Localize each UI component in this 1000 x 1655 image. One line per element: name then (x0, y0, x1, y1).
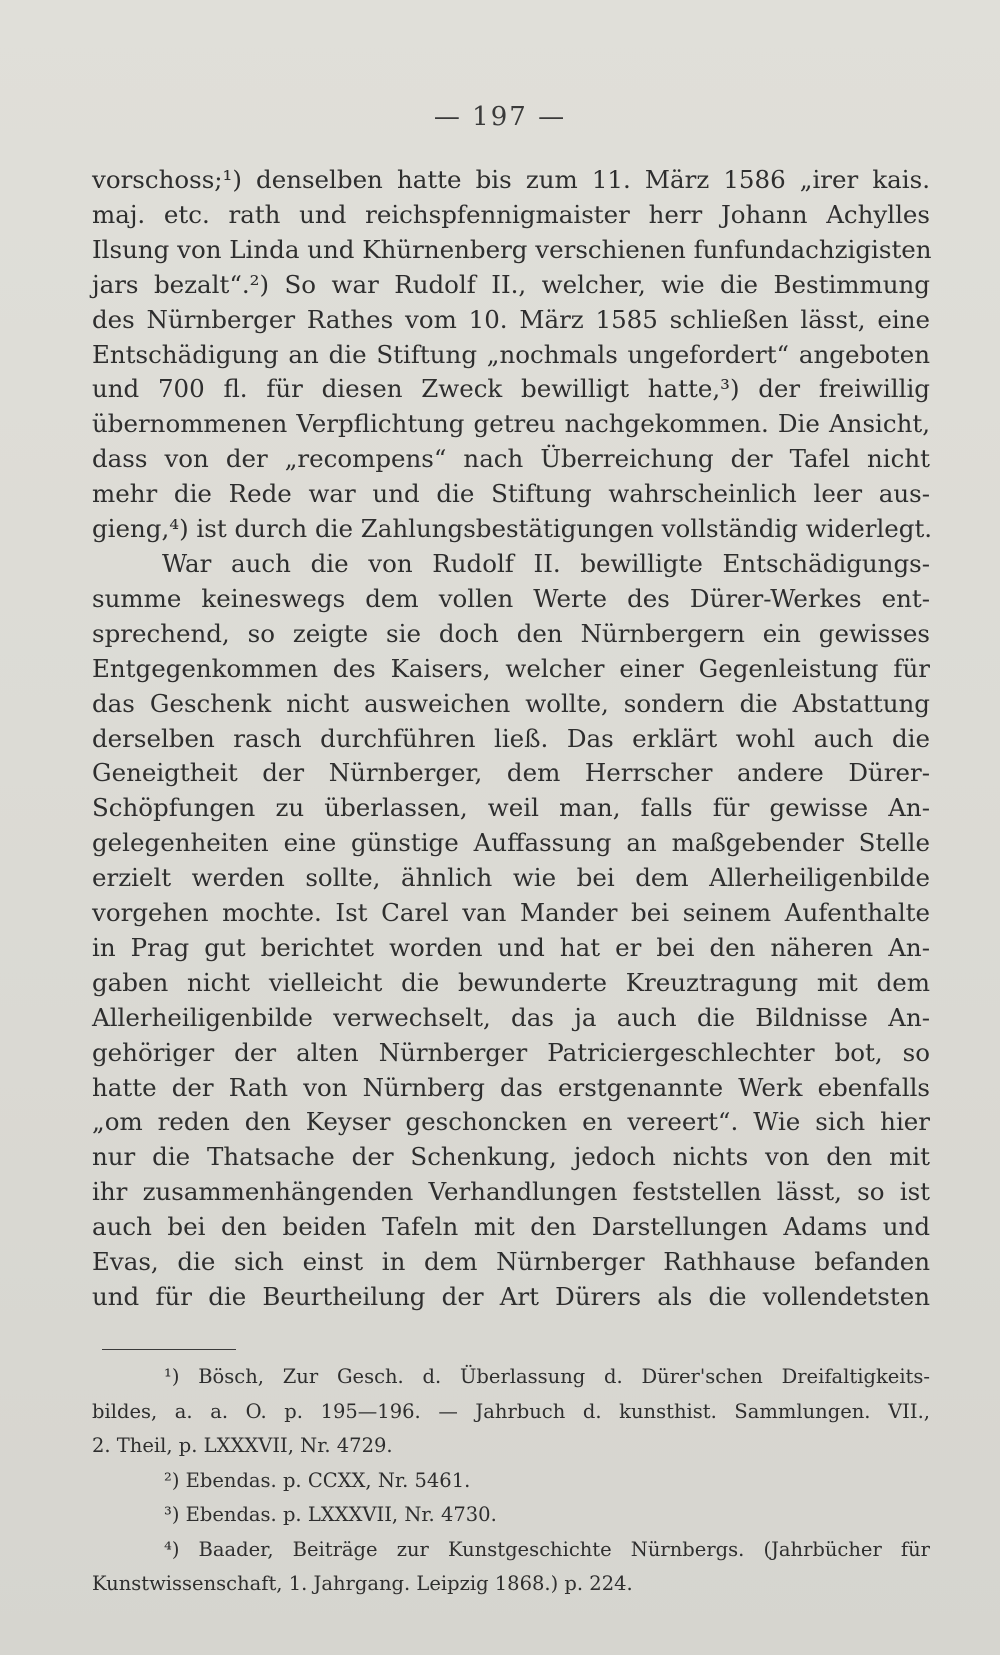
text-line: summe keineswegs dem vollen Werte des Dürer-Werkes ent- (92, 583, 930, 613)
footnote-1-continued: 2. Theil, p. LXXXVII, Nr. 4729. (92, 1434, 393, 1457)
body-text (92, 163, 933, 1315)
text-line: „om reden den Keyser geschoncken en vereert“. Wie sich hier (92, 1107, 930, 1137)
text-line: Evas, die sich einst in dem Nürnberger Rathhause befanden (92, 1247, 930, 1277)
text-line: Schöpfungen zu überlassen, weil man, falls für gewisse An- (92, 793, 930, 823)
footnote-1: ¹) Bösch, Zur Gesch. d. Überlassung d. Dürer'schen Dreifaltigkeits- (164, 1365, 930, 1388)
text-line: maj. etc. rath und reichspfennigmaister herr Johann Achylles (92, 199, 930, 229)
text-line: hatte der Rath von Nürnberg das erstgenannte Werk ebenfalls (92, 1072, 930, 1102)
text-line: übernommenen Verpflichtung getreu nachgekommen. Die Ansicht, (92, 409, 930, 439)
text-line: vorgehen mochte. Ist Carel van Mander bei seinem Aufenthalte (92, 898, 930, 928)
text-line: derselben rasch durchführen ließ. Das erklärt wohl auch die (92, 723, 930, 753)
text-line: und 700 fl. für diesen Zweck bewilligt hatte,³) der freiwillig (92, 374, 930, 404)
text-line: Entgegenkommen des Kaisers, welcher einer Gegenleistung für (92, 653, 930, 683)
text-line: des Nürnberger Rathes vom 10. März 1585 schließen lässt, eine (92, 304, 930, 334)
text-line: in Prag gut berichtet worden und hat er bei den näheren An- (92, 932, 930, 962)
text-line: vorschoss;¹) denselben hatte bis zum 11. März 1586 „irer kais. (92, 165, 930, 194)
footnote-2: ²) Ebendas. p. CCXX, Nr. 5461. (164, 1468, 471, 1492)
text-line: gehöriger der alten Nürnberger Patriciergeschlechter bot, so (92, 1037, 930, 1067)
text-line: nur die Thatsache der Schenkung, jedoch nichts von den mit (92, 1142, 930, 1172)
text-line: gaben nicht vielleicht die bewunderte Kreuztragung mit dem (92, 967, 930, 997)
footnote-3: ³) Ebendas. p. LXXXVII, Nr. 4730. (164, 1503, 497, 1526)
paragraph-first-line: War auch die von Rudolf II. bewilligte Entschädigungs- (162, 548, 930, 578)
footnote-4-continued: Kunstwissenschaft, 1. Jahrgang. Leipzig 1868.) p. 224. (92, 1572, 633, 1595)
text-line: mehr die Rede war und die Stiftung wahrscheinlich leer aus- (92, 479, 930, 509)
footnote-4: ⁴) Baader, Beiträge zur Kunstgeschichte Nürnbergs. (Jahrbücher für (164, 1537, 930, 1561)
footnote-divider (102, 1349, 236, 1350)
footnotes (92, 1360, 930, 1602)
text-line: jars bezalt“.²) So war Rudolf II., welcher, wie die Bestimmung (92, 269, 930, 299)
text-line: gelegenheiten eine günstige Auffassung an maßgebender Stelle (92, 828, 930, 858)
text-line: Entschädigung an die Stiftung „nochmals ungefordert“ angeboten (92, 339, 930, 369)
text-line: dass von der „recompens“ nach Überreichung der Tafel nicht (92, 444, 930, 474)
text-line: gieng,⁴) ist durch die Zahlungsbestätigungen vollständig widerlegt. (92, 514, 933, 544)
text-line: und für die Beurtheilung der Art Dürers als die vollendetsten (92, 1282, 930, 1311)
text-line: ihr zusammenhängenden Verhandlungen feststellen lässt, so ist (92, 1177, 930, 1207)
text-line: das Geschenk nicht ausweichen wollte, sondern die Abstattung (92, 688, 930, 718)
text-line: Allerheiligenbilde verwechselt, das ja auch die Bildnisse An- (92, 1002, 930, 1032)
text-line: Geneigtheit der Nürnberger, dem Herrscher andere Dürer- (92, 758, 930, 788)
page-number: — 197 — (433, 102, 567, 132)
text-line: erzielt werden sollte, ähnlich wie bei dem Allerheiligenbilde (92, 863, 930, 893)
text-line: sprechend, so zeigte sie doch den Nürnbergern ein gewisses (92, 618, 930, 648)
text-line: Ilsung von Linda und Khürnenberg verschienen funfundachzigisten (92, 234, 932, 264)
footnote-1-continued: bildes, a. a. O. p. 195—196. — Jahrbuch d. kunsthist. Sammlungen. VII., (92, 1399, 930, 1423)
text-line: auch bei den beiden Tafeln mit den Darstellungen Adams und (92, 1212, 930, 1242)
